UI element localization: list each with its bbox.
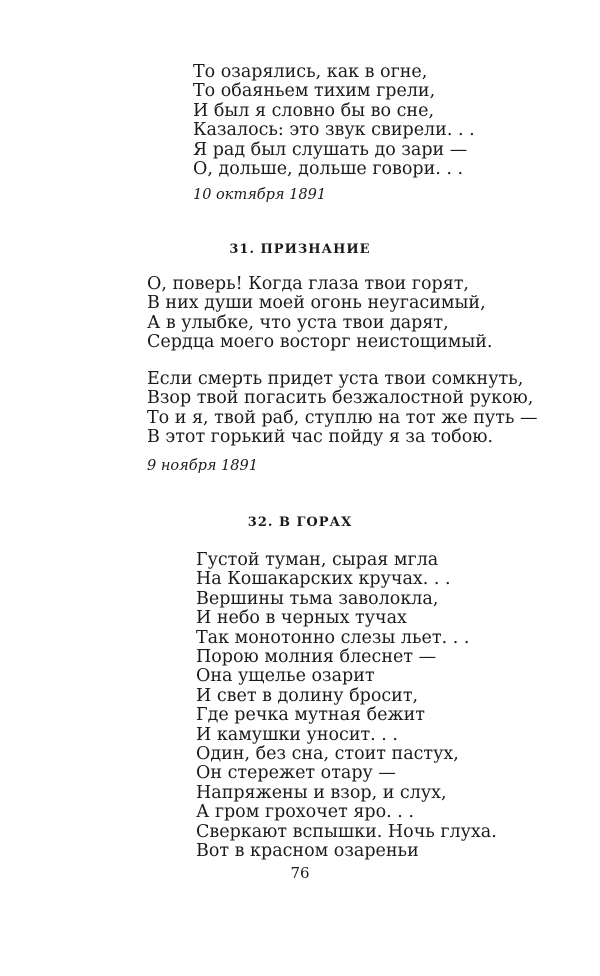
poem-line: То и я, твой раб, ступлю на тот же путь — bbox=[147, 407, 538, 428]
poem-line: На Кошакарских кручах. . . bbox=[196, 569, 451, 590]
poem-line: О, дольше, дольше говори. . . bbox=[193, 159, 464, 180]
poem-line: И камушки уносит. . . bbox=[196, 724, 398, 745]
poem-line: Так монотонно слезы льет. . . bbox=[196, 627, 470, 648]
poem-line: Вершины тьма заволокла, bbox=[196, 588, 439, 609]
poem-line: Он стережет отару — bbox=[196, 763, 396, 784]
poem-line: Густой туман, сырая мгла bbox=[196, 550, 439, 570]
poem-date: 9 ноября 1891 bbox=[147, 458, 258, 474]
poem-line: Где речка мутная бежит bbox=[196, 705, 425, 726]
poem-line: И свет в долину бросит, bbox=[196, 685, 419, 706]
page-number: 76 bbox=[290, 864, 310, 882]
poem-title: 32. В ГОРАХ bbox=[247, 515, 353, 530]
poem-line: Я рад был слушать до зари — bbox=[193, 139, 468, 160]
poem-stanza bbox=[196, 551, 497, 862]
poem-title: 31. ПРИЗНАНИЕ bbox=[229, 242, 371, 257]
poem-line: То озарялись, как в огне, bbox=[193, 62, 428, 82]
poem-line: Если смерть придет уста твои сомкнуть, bbox=[147, 369, 524, 389]
poem-line: Порою молния блеснет — bbox=[196, 647, 437, 668]
poem-stanza bbox=[147, 370, 538, 448]
poem-line: А в улыбке, что уста твои дарят, bbox=[147, 312, 449, 333]
poem-line: Вот в красном озареньи bbox=[196, 841, 419, 862]
poem-line: О, поверь! Когда глаза твои горят, bbox=[147, 274, 469, 294]
poem-stanza bbox=[147, 275, 493, 353]
poem-line: То обаяньем тихим грели, bbox=[193, 81, 436, 102]
poem-line: В этот горький час пойду я за тобою. bbox=[147, 427, 494, 448]
poem-line: А гром грохочет яро. . . bbox=[196, 802, 414, 823]
poem-line: Сердца моего восторг неистощимый. bbox=[147, 332, 493, 353]
poem-line: И был я словно бы во сне, bbox=[193, 100, 435, 121]
poem-line: Взор твой погасить безжалостной рукою, bbox=[147, 388, 534, 409]
poem-line: И небо в черных тучах bbox=[196, 608, 407, 629]
poem-line: Один, без сна, стоит пастух, bbox=[196, 744, 459, 765]
poem-date: 10 октября 1891 bbox=[193, 187, 327, 203]
poem-line: Напряжены и взор, и слух, bbox=[196, 782, 447, 803]
poem-line: В них души моей огонь неугасимый, bbox=[147, 293, 486, 314]
poem-line: Сверкают вспышки. Ночь глуха. bbox=[196, 821, 497, 842]
poem-line: Казалось: это звук свирели. . . bbox=[193, 120, 475, 141]
previous-poem-stanza bbox=[193, 63, 475, 179]
poem-line: Она ущелье озарит bbox=[196, 666, 375, 687]
